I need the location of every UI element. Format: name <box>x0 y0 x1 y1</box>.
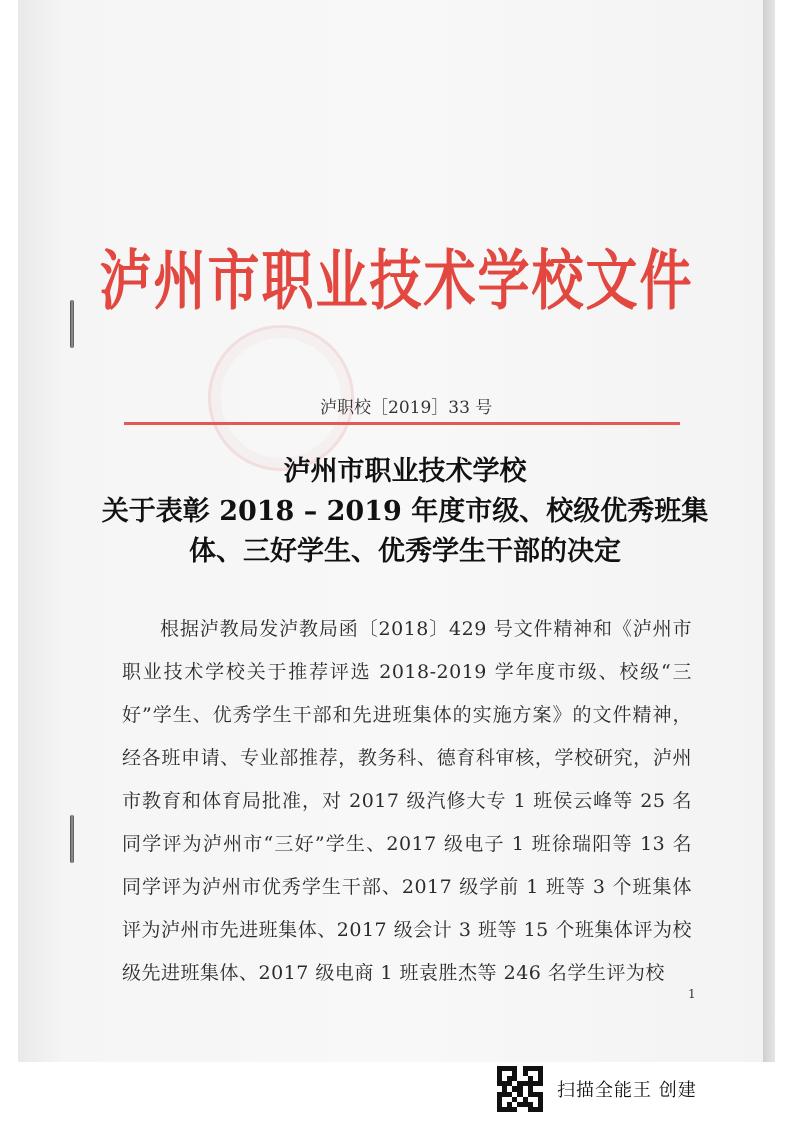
decision-title-line-2: 关于表彰 2018 – 2019 年度市级、校级优秀班集 <box>101 496 709 527</box>
paper-edge <box>763 0 775 1062</box>
red-divider-line <box>124 422 680 425</box>
scanner-watermark <box>497 1064 697 1114</box>
document-header-title: 泸州市职业技术学校文件 <box>99 243 694 320</box>
decision-title <box>100 452 710 572</box>
scanner-label: 扫描全能王 创建 <box>557 1080 697 1101</box>
document-number: 泸职校［2019］33 号 <box>320 398 493 418</box>
staple-bottom <box>70 815 74 863</box>
decision-title-line-1: 泸州市职业技术学校 <box>283 456 527 487</box>
qr-code-icon <box>497 1066 543 1112</box>
page-number: 1 <box>688 987 696 1001</box>
body-paragraph: 根据泸教局发泸教局函〔2018〕429 号文件精神和《泸州市职业技术学校关于推荐评选 2018-2019 学年度市级、校级“三好”学生、优秀学生干部和先进班集体的实施方案》的文件精神，经各班申请、专业部推荐，教务科、德育科审核，学校研究，泸州市教育和体育局批准，对 2017 级汽修大专 1 班侯云峰等 25 名同学评为泸州市“三好”学生、2017 级电子 1 班徐瑞阳等 13 名同学评为泸州市优秀学生干部、2017 级学前 1 班等 3 个班集体评为泸州市先进班集体、2017 级会计 3 班等 15 个班集体评为校级先进班集体、2017 级电商 1 班袁胜杰等 246 名学生评为校 <box>122 618 692 984</box>
decision-title-line-3: 体、三好学生、优秀学生干部的决定 <box>189 536 621 567</box>
